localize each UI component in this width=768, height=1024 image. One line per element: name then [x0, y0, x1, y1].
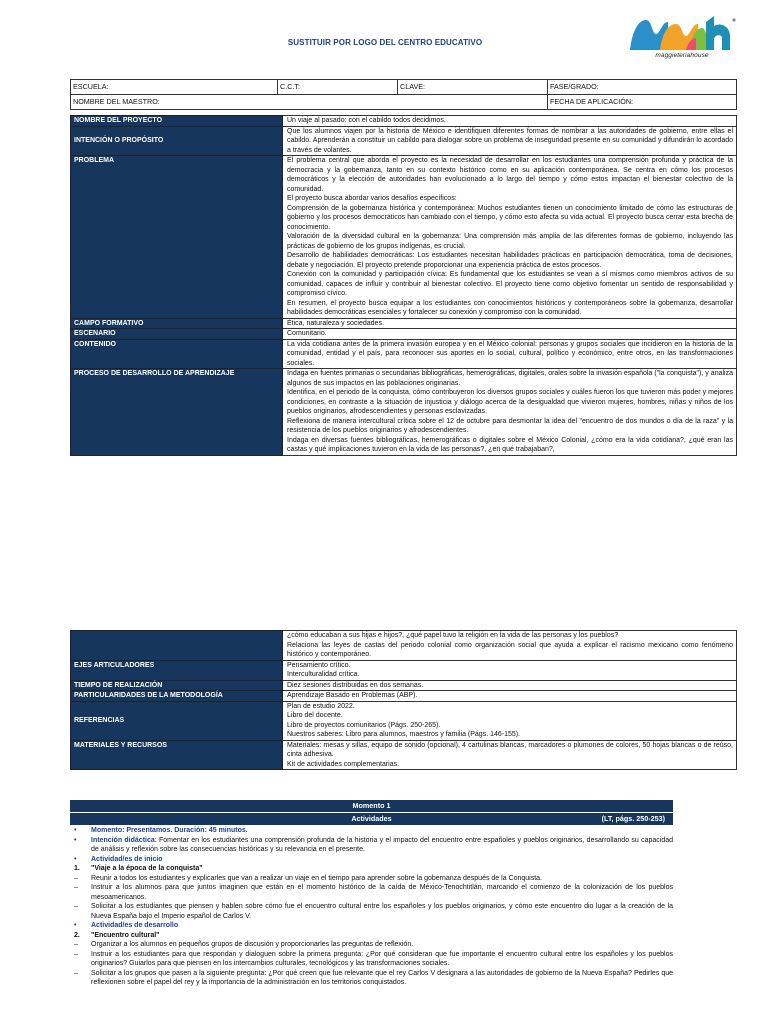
proceso-paragraph: ¿cómo educaban a sus hijas e hijos?, ¿qué papel tuvo la religión en la vida de las personas y los pueblos?: [287, 632, 619, 639]
referencia-item: Nuestros saberes: Libro para alumnos, maestros y familia (Págs. 146-155).: [287, 731, 521, 738]
momento-ref: (LT, págs. 250-253): [601, 814, 665, 823]
referencia-item: Libro del docente.: [287, 712, 343, 719]
bullet-marker: •: [74, 922, 77, 929]
brand-name: maggieteriahouse: [655, 52, 709, 59]
line-strong: Intención didáctica: [91, 836, 155, 844]
momento-line: [70, 969, 673, 988]
line-text: Solicitar a los grupos que pasen a la siguiente pregunta: ¿Por qué creen que fue relevante que el rey Carlos V designara a las autoridades de gobierno de la Nueva España? Pedirles que reflexionen sobre el papel del rey y la importancia de la administración en los territorios conquistados.: [91, 969, 673, 986]
dash-marker: –: [74, 969, 78, 977]
brand-logo-icon: [626, 12, 738, 52]
momento-title: Momento 1: [70, 800, 673, 813]
label-referencias: REFERENCIAS: [71, 701, 283, 740]
label-escenario: ESCENARIO: [71, 329, 283, 340]
bullet-marker: •: [74, 855, 77, 863]
line-text: Actividad/es de desarrollo: [91, 922, 179, 929]
label-metodologia: PARTICULARIDADES DE LA METODOLOGÍA: [71, 691, 283, 702]
number-marker: 2.: [74, 931, 80, 939]
field-cct: C.C.T:: [278, 80, 398, 95]
line-text: Reunir a todos los estudiantes y explicarles que van a realizar un viaje en el tiempo para aprender sobre la gobernanza después de la Conquista.: [91, 874, 543, 882]
value-nombre-proyecto: Un viaje al pasado: con el cabildo todos decidimos.: [283, 116, 737, 127]
field-maestro: NOMBRE DEL MAESTRO:: [71, 95, 548, 110]
proceso-paragraph: Indaga en diversas fuentes bibliográficas, hemerográficas o digitales sobre el México Colonial, ¿cómo era la vida cotidiana?, ¿qué eran las castas y qué implicaciones tuvieron en la vida de las personas?, ¿en qué trabajaban?,: [287, 436, 733, 453]
number-marker: 1.: [74, 865, 80, 872]
momento-line: [70, 931, 673, 941]
line-text: Momento: Presentamos. Duración: 45 minutos.: [91, 827, 248, 834]
momento-line: [70, 855, 673, 865]
brand-logo: [626, 12, 738, 62]
value-problema: [283, 156, 737, 319]
value-ejes: [283, 660, 737, 680]
label-tiempo: TIEMPO DE REALIZACIÓN: [71, 680, 283, 691]
problema-paragraph: Valoración de la diversidad cultural en la gobernanza: Una comprensión más amplia de las diferentes formas de gobierno, incluyendo las prácticas de gobierno de los grupos indígenas, es crucial.: [287, 233, 733, 250]
problema-paragraph: En resumen, el proyecto busca equipar a los estudiantes con conocimientos históricos y contemporáneos sobre la gobernanza, desarrollar habilidades democráticas esenciales y fortalecer su conexión y compromiso con la comunidad.: [287, 299, 733, 316]
label-campo-formativo: CAMPO FORMATIVO: [71, 318, 283, 329]
label-contenido: CONTENIDO: [71, 339, 283, 369]
value-materiales: [283, 740, 737, 770]
dash-marker: –: [74, 903, 78, 910]
momento-subtitle: Actividades: [351, 814, 392, 823]
momento-line: [70, 826, 673, 836]
label-materiales: MATERIALES Y RECURSOS: [71, 740, 283, 770]
project-table-continued: [70, 630, 737, 770]
label-nombre-proyecto: NOMBRE DEL PROYECTO: [71, 116, 283, 127]
label-intencion: INTENCIÓN O PROPÓSITO: [71, 126, 283, 156]
value-referencias: [283, 701, 737, 740]
problema-paragraph: Comprensión de la gobernanza histórica y contemporánea: Muchos estudiantes tienen un conocimiento limitado de cómo las estructuras de gobierno y los procesos democráticos han cambiado con el tiempo, y cómo esto afecta su vida actual. El proyecto busca cerrar esta brecha de conocimiento.: [287, 204, 733, 231]
field-escuela: ESCUELA:: [71, 80, 278, 95]
line-text: "Encuentro cultural": [91, 931, 160, 939]
eje-item: Interculturalidad crítica.: [287, 671, 360, 678]
line-text: Instruir a los estudiantes para que respondan y dialoguen sobre la primera pregunta: ¿Por qué consideran que fue importante el encuentro cultural entre los españoles y los pueblos originarios? Guiarlos para que piensen en los intercambios culturales, tecnológicos y las transformaciones sociales.: [91, 950, 673, 967]
proceso-paragraph: Relaciona las leyes de castas del periodo colonial como organización social que ayuda a explicar el racismo mexicano como fenómeno histórico y contemporáneo.: [287, 641, 733, 658]
value-proceso: [283, 369, 737, 456]
material-item: Materiales: mesas y sillas, equipo de sonido (opcional), 4 cartulinas blancas, marcadores o plumones de colores, 50 hojas blancas o de reúso, cinta adhesiva.: [287, 741, 733, 758]
label-problema: PROBLEMA: [71, 156, 283, 319]
momento-line: [70, 921, 673, 931]
momento-line: [70, 950, 673, 969]
momento-line: [70, 874, 673, 884]
value-tiempo: Diez sesiones distribuidas en dos semanas.: [283, 680, 737, 691]
field-clave: CLAVE:: [398, 80, 548, 95]
problema-paragraph: El problema central que aborda el proyecto es la necesidad de desarrollar en los estudiantes una comprensión profunda y práctica de la democracia y la gobernanza, tanto en su contexto histórico como en su aplicación contemporánea. Se centra en cómo los procesos democráticos y la elección de autoridades han evolucionado a lo largo del tiempo y cómo estos impactan el bienestar colectivo de la comunidad.: [287, 157, 733, 193]
dash-marker: –: [74, 884, 78, 891]
label-proceso: PROCESO DE DESARROLLO DE APRENDIZAJE: [71, 369, 283, 456]
momento-line: [70, 864, 673, 874]
line-text: Instruir a los alumnos para que juntos imaginen que están en el momento histórico de la caída de México-Tenochtitlán, marcando el comienzo de la colonización de los pueblos mesoamericanos.: [91, 884, 673, 901]
value-proceso-continued: [283, 631, 737, 661]
line-text: : Fomentar en los estudiantes una comprensión profunda de la historia y el impacto del encuentro entre españoles y pueblos originarios, desarrollando su capacidad de análisis y reflexión sobre las consecuencias históricas y su relevancia en el presente.: [91, 836, 673, 853]
momento-body: [70, 826, 673, 988]
proceso-paragraph: Identifica, en el periodo de la conquista, cómo contribuyeron los diversos grupos sociales y cuáles fueron los que tuvieron más poder y mejores condiciones, en contraste a la situación de injusticia y diálogo acerca de la desigualdad que vivieron mujeres, hombres, niñas y niños de los pueblos originarios, afrodescendientes y personas esclavizadas.: [287, 389, 733, 415]
value-campo-formativo: Ética, naturaleza y sociedades.: [283, 318, 737, 329]
logo-placeholder-title: SUSTITUIR POR LOGO DEL CENTRO EDUCATIVO: [287, 38, 483, 47]
dash-marker: –: [74, 950, 78, 958]
line-text: Actividad/es de inicio: [91, 855, 163, 863]
bullet-marker: •: [74, 836, 77, 844]
line-text: "Viaje a la época de la conquista": [91, 865, 203, 872]
field-fase: FASE/GRADO:: [548, 80, 737, 95]
school-info-table: [70, 79, 737, 110]
momento-line: [70, 836, 673, 855]
bullet-marker: •: [74, 827, 77, 834]
eje-item: Pensamiento crítico.: [287, 661, 351, 669]
proceso-paragraph: Indaga en fuentes primarias o secundarias bibliográficas, hemerográficas, digitales, orales sobre la invasión española ("la conquista"), y analiza algunos de sus impactos en las poblaciones originarias.: [287, 370, 733, 387]
momento-subtitle-row: [70, 813, 673, 826]
dash-marker: –: [74, 941, 78, 948]
line-text: Organizar a los alumnos en pequeños grupos de discusión y proporcionarles las preguntas de reflexión.: [91, 941, 414, 948]
value-contenido: La vida cotidiana antes de la primera invasión europea y en el México colonial: personas y grupos sociales que incidieron en la historia de la comunidad, entidad y el país, para reconocer sus aportes en lo social, cultural, político y económico, entre otros, en las transformaciones sociales.: [283, 339, 737, 369]
project-table: [70, 115, 737, 456]
value-escenario: Comunitario.: [283, 329, 737, 340]
momento-header: [70, 800, 673, 826]
field-fecha: FECHA DE APLICACIÓN:: [548, 95, 737, 110]
problema-paragraph: Conexión con la comunidad y participación cívica: Es fundamental que los estudiantes se vean a sí mismos como miembros activos de su comunidad, capaces de influir y contribuir al bienestar colectivo. El proyecto tiene como objetivo fomentar un sentido de responsabilidad y compromiso cívico.: [287, 271, 733, 297]
problema-paragraph: El proyecto busca abordar varios desafíos específicos:: [287, 195, 457, 202]
value-metodologia: Aprendizaje Basado en Problemas (ABP).: [283, 691, 737, 702]
dash-marker: –: [74, 874, 78, 882]
momento-line: [70, 940, 673, 950]
line-text: Solicitar a los estudiantes que piensen y hablen sobre cómo fue el encuentro cultural entre los españoles y los pueblos originarios, y cómo este encuentro dio lugar a la creación de la Nueva España bajo el Imperio español de Carlos V.: [91, 903, 673, 920]
referencia-item: Plan de estudio 2022.: [287, 702, 355, 710]
proceso-paragraph: Reflexiona de manera intercultural crítica sobre el 12 de octubre para desmontar la idea del "encuentro de dos mundos o día de la raza" y la resistencia de los pueblos originarios y afrodescendientes.: [287, 417, 733, 434]
problema-paragraph: Desarrollo de habilidades democráticas: Los estudiantes necesitan habilidades prácticas en participación democrática, toma de decisiones, debate y negociación. El proyecto pretende proporcionar una experiencia práctica de estos procesos.: [287, 252, 733, 269]
label-ejes: EJES ARTICULADORES: [71, 660, 283, 680]
momento-line: [70, 902, 673, 921]
momento-line: [70, 883, 673, 902]
material-item: Kit de actividades complementarias.: [287, 760, 400, 768]
label-proceso-continued: [71, 631, 283, 661]
referencia-item: Libro de proyectos comunitarios (Págs. 250-265).: [287, 721, 441, 729]
value-intencion: Que los alumnos viajen por la historia de México e identifiquen diferentes formas de nombrar a las autoridades de gobierno, entre ellas el cabildo. Aprenderán a constituir un cabildo para dialogar sobre un problema de inseguridad presente en su comunidad y difundirán lo acordado a través de volantes.: [283, 126, 737, 156]
